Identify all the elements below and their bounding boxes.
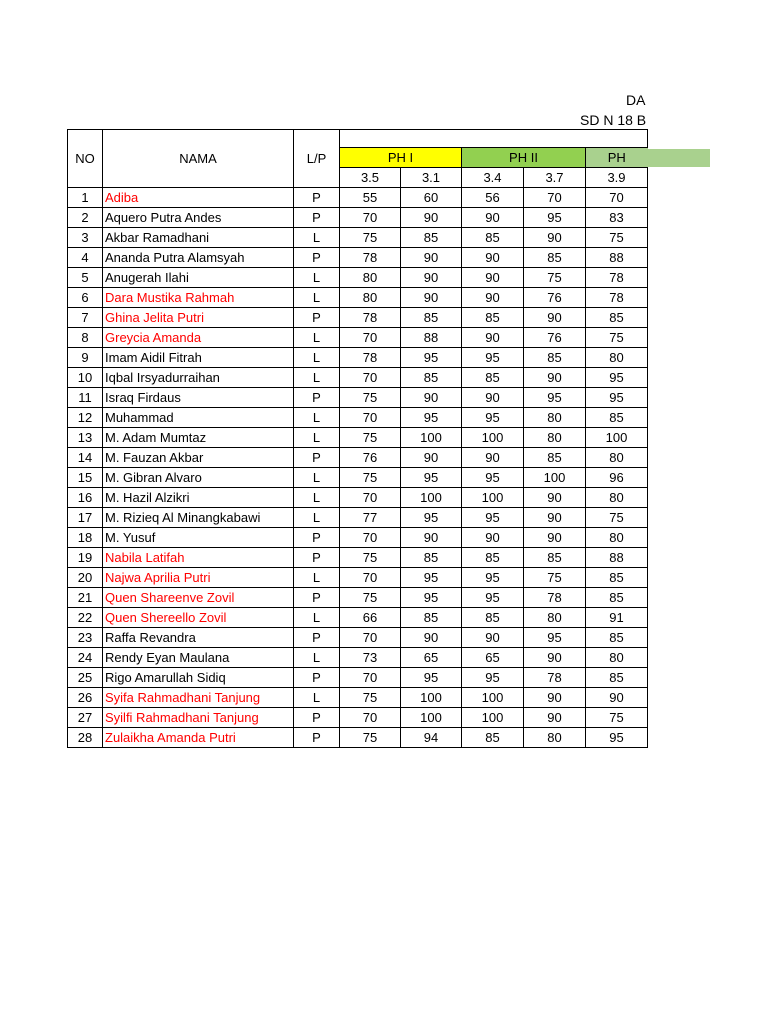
student-gender: P xyxy=(294,548,340,568)
table-row xyxy=(68,448,648,468)
table-row xyxy=(68,568,648,588)
student-name: Ananda Putra Alamsyah xyxy=(103,248,294,268)
score-cell: 95 xyxy=(462,508,524,528)
student-gender: L xyxy=(294,688,340,708)
row-no: 3 xyxy=(68,228,103,248)
score-cell: 75 xyxy=(524,568,586,588)
score-cell: 91 xyxy=(586,608,648,628)
table-row xyxy=(68,528,648,548)
score-cell: 90 xyxy=(401,248,462,268)
row-no: 13 xyxy=(68,428,103,448)
score-cell: 95 xyxy=(586,388,648,408)
table-row xyxy=(68,208,648,228)
table-row xyxy=(68,228,648,248)
score-cell: 95 xyxy=(401,468,462,488)
score-cell: 75 xyxy=(340,428,401,448)
score-cell: 80 xyxy=(524,728,586,748)
score-cell: 85 xyxy=(462,728,524,748)
score-cell: 70 xyxy=(340,328,401,348)
table-row xyxy=(68,608,648,628)
student-name: Rendy Eyan Maulana xyxy=(103,648,294,668)
score-cell: 95 xyxy=(401,568,462,588)
score-cell: 70 xyxy=(340,568,401,588)
student-name: M. Hazil Alzikri xyxy=(103,488,294,508)
student-name: Quen Shareenve Zovil xyxy=(103,588,294,608)
score-cell: 70 xyxy=(340,628,401,648)
table-row xyxy=(68,588,648,608)
score-cell: 75 xyxy=(586,708,648,728)
score-cell: 88 xyxy=(401,328,462,348)
student-name: Syifa Rahmadhani Tanjung xyxy=(103,688,294,708)
score-cell: 75 xyxy=(586,328,648,348)
score-cell: 78 xyxy=(524,668,586,688)
score-cell: 95 xyxy=(401,408,462,428)
sub-header: 3.5 xyxy=(340,168,401,188)
student-gender: L xyxy=(294,368,340,388)
table-row xyxy=(68,668,648,688)
score-cell: 85 xyxy=(586,408,648,428)
row-no: 18 xyxy=(68,528,103,548)
score-cell: 75 xyxy=(340,228,401,248)
row-no: 19 xyxy=(68,548,103,568)
score-cell: 90 xyxy=(524,488,586,508)
score-cell: 95 xyxy=(462,408,524,428)
student-name: M. Adam Mumtaz xyxy=(103,428,294,448)
student-gender: P xyxy=(294,668,340,688)
score-cell: 90 xyxy=(586,688,648,708)
row-no: 5 xyxy=(68,268,103,288)
table-row xyxy=(68,308,648,328)
row-no: 7 xyxy=(68,308,103,328)
score-cell: 85 xyxy=(401,608,462,628)
score-cell: 85 xyxy=(462,228,524,248)
score-cell: 94 xyxy=(401,728,462,748)
score-cell: 100 xyxy=(462,428,524,448)
student-name: Imam Aidil Fitrah xyxy=(103,348,294,368)
score-cell: 70 xyxy=(340,668,401,688)
score-cell: 78 xyxy=(340,248,401,268)
table-row xyxy=(68,468,648,488)
score-cell: 90 xyxy=(462,248,524,268)
score-cell: 90 xyxy=(524,688,586,708)
student-gender: P xyxy=(294,208,340,228)
score-cell: 80 xyxy=(586,348,648,368)
score-cell: 90 xyxy=(401,208,462,228)
score-cell: 70 xyxy=(340,368,401,388)
student-name: Najwa Aprilia Putri xyxy=(103,568,294,588)
score-cell: 70 xyxy=(340,408,401,428)
score-cell: 56 xyxy=(462,188,524,208)
student-name: Nabila Latifah xyxy=(103,548,294,568)
table-row xyxy=(68,508,648,528)
student-gender: P xyxy=(294,388,340,408)
student-name: Adiba xyxy=(103,188,294,208)
student-gender: L xyxy=(294,268,340,288)
score-cell: 70 xyxy=(340,488,401,508)
score-cell: 75 xyxy=(340,588,401,608)
row-no: 25 xyxy=(68,668,103,688)
row-no: 17 xyxy=(68,508,103,528)
student-gender: L xyxy=(294,328,340,348)
table-row xyxy=(68,368,648,388)
score-cell: 80 xyxy=(586,528,648,548)
score-cell: 78 xyxy=(586,288,648,308)
student-name: M. Gibran Alvaro xyxy=(103,468,294,488)
table-row xyxy=(68,488,648,508)
score-cell: 90 xyxy=(462,628,524,648)
table-row xyxy=(68,388,648,408)
score-cell: 90 xyxy=(524,368,586,388)
score-cell: 80 xyxy=(524,428,586,448)
row-no: 21 xyxy=(68,588,103,608)
student-gender: P xyxy=(294,188,340,208)
score-cell: 75 xyxy=(524,268,586,288)
score-cell: 70 xyxy=(340,708,401,728)
score-cell: 95 xyxy=(524,388,586,408)
student-gender: L xyxy=(294,348,340,368)
score-cell: 100 xyxy=(401,708,462,728)
table-body xyxy=(68,188,648,748)
score-cell: 83 xyxy=(586,208,648,228)
table-row xyxy=(68,428,648,448)
score-cell: 95 xyxy=(586,368,648,388)
student-name: Ghina Jelita Putri xyxy=(103,308,294,328)
table-row xyxy=(68,248,648,268)
table-row xyxy=(68,628,648,648)
score-cell: 70 xyxy=(340,528,401,548)
score-cell: 76 xyxy=(524,328,586,348)
score-cell: 77 xyxy=(340,508,401,528)
score-cell: 90 xyxy=(524,648,586,668)
score-cell: 80 xyxy=(586,648,648,668)
score-cell: 100 xyxy=(401,428,462,448)
header-no: NO xyxy=(68,130,103,188)
score-cell: 95 xyxy=(462,668,524,688)
score-cell: 85 xyxy=(462,548,524,568)
student-gender: L xyxy=(294,648,340,668)
score-cell: 85 xyxy=(524,248,586,268)
score-cell: 88 xyxy=(586,548,648,568)
student-gender: L xyxy=(294,408,340,428)
doc-title-line1: DA xyxy=(626,92,646,108)
score-cell: 85 xyxy=(586,308,648,328)
score-cell: 90 xyxy=(524,228,586,248)
score-cell: 66 xyxy=(340,608,401,628)
student-name: M. Fauzan Akbar xyxy=(103,448,294,468)
score-cell: 90 xyxy=(524,528,586,548)
student-gender: P xyxy=(294,528,340,548)
student-gender: P xyxy=(294,628,340,648)
student-gender: L xyxy=(294,428,340,448)
student-gender: L xyxy=(294,608,340,628)
header-ph2: PH II xyxy=(462,148,586,168)
table-row xyxy=(68,268,648,288)
row-no: 2 xyxy=(68,208,103,228)
row-no: 20 xyxy=(68,568,103,588)
row-no: 9 xyxy=(68,348,103,368)
score-cell: 80 xyxy=(340,268,401,288)
score-cell: 76 xyxy=(340,448,401,468)
score-cell: 85 xyxy=(586,628,648,648)
doc-title-line2: SD N 18 B xyxy=(580,112,647,128)
score-cell: 90 xyxy=(401,388,462,408)
score-cell: 65 xyxy=(401,648,462,668)
student-name: Syilfi Rahmadhani Tanjung xyxy=(103,708,294,728)
score-cell: 90 xyxy=(524,508,586,528)
score-cell: 100 xyxy=(462,688,524,708)
student-gender: P xyxy=(294,708,340,728)
score-cell: 90 xyxy=(524,308,586,328)
score-cell: 100 xyxy=(586,428,648,448)
header-ph3: PH xyxy=(586,148,648,168)
row-no: 28 xyxy=(68,728,103,748)
student-name: Rigo Amarullah Sidiq xyxy=(103,668,294,688)
score-cell: 95 xyxy=(586,728,648,748)
table-row xyxy=(68,288,648,308)
table-row xyxy=(68,188,648,208)
score-cell: 95 xyxy=(462,588,524,608)
student-name: Greycia Amanda xyxy=(103,328,294,348)
score-cell: 100 xyxy=(462,488,524,508)
table-row xyxy=(68,728,648,748)
score-cell: 100 xyxy=(524,468,586,488)
score-cell: 70 xyxy=(524,188,586,208)
score-cell: 90 xyxy=(462,288,524,308)
score-cell: 90 xyxy=(462,448,524,468)
score-cell: 90 xyxy=(401,528,462,548)
score-cell: 90 xyxy=(462,208,524,228)
table-row xyxy=(68,648,648,668)
score-cell: 90 xyxy=(462,388,524,408)
table-row xyxy=(68,708,648,728)
score-cell: 90 xyxy=(401,288,462,308)
score-cell: 96 xyxy=(586,468,648,488)
score-cell: 85 xyxy=(401,308,462,328)
table-row xyxy=(68,688,648,708)
score-cell: 80 xyxy=(524,408,586,428)
score-cell: 85 xyxy=(401,548,462,568)
student-name: Zulaikha Amanda Putri xyxy=(103,728,294,748)
score-cell: 65 xyxy=(462,648,524,668)
score-cell: 100 xyxy=(401,488,462,508)
student-name: Muhammad xyxy=(103,408,294,428)
score-cell: 85 xyxy=(401,368,462,388)
score-cell: 95 xyxy=(401,348,462,368)
score-cell: 95 xyxy=(401,508,462,528)
row-no: 11 xyxy=(68,388,103,408)
row-no: 12 xyxy=(68,408,103,428)
score-cell: 90 xyxy=(462,268,524,288)
score-cell: 85 xyxy=(586,668,648,688)
score-cell: 95 xyxy=(401,668,462,688)
score-cell: 85 xyxy=(524,348,586,368)
score-cell: 70 xyxy=(340,208,401,228)
row-no: 10 xyxy=(68,368,103,388)
score-cell: 80 xyxy=(586,448,648,468)
student-gender: L xyxy=(294,468,340,488)
score-cell: 85 xyxy=(401,228,462,248)
student-name: Quen Shereello Zovil xyxy=(103,608,294,628)
score-cell: 73 xyxy=(340,648,401,668)
student-gender: L xyxy=(294,568,340,588)
student-name: Israq Firdaus xyxy=(103,388,294,408)
score-cell: 75 xyxy=(340,728,401,748)
sub-header: 3.4 xyxy=(462,168,524,188)
table-row xyxy=(68,548,648,568)
header-blank xyxy=(340,130,648,148)
student-gender: L xyxy=(294,488,340,508)
score-cell: 85 xyxy=(462,608,524,628)
row-no: 6 xyxy=(68,288,103,308)
student-name: Iqbal Irsyadurraihan xyxy=(103,368,294,388)
header-ph1: PH I xyxy=(340,148,462,168)
header-lp: L/P xyxy=(294,130,340,188)
score-cell: 75 xyxy=(340,468,401,488)
student-gender: L xyxy=(294,508,340,528)
row-no: 22 xyxy=(68,608,103,628)
score-cell: 80 xyxy=(524,608,586,628)
score-cell: 75 xyxy=(586,508,648,528)
row-no: 1 xyxy=(68,188,103,208)
row-no: 15 xyxy=(68,468,103,488)
score-cell: 78 xyxy=(340,308,401,328)
score-cell: 90 xyxy=(524,708,586,728)
score-cell: 95 xyxy=(524,628,586,648)
grades-table xyxy=(67,129,648,748)
student-name: M. Rizieq Al Minangkabawi xyxy=(103,508,294,528)
score-cell: 55 xyxy=(340,188,401,208)
score-cell: 85 xyxy=(586,588,648,608)
row-no: 24 xyxy=(68,648,103,668)
student-name: Aquero Putra Andes xyxy=(103,208,294,228)
student-gender: L xyxy=(294,228,340,248)
score-cell: 85 xyxy=(524,448,586,468)
table-row xyxy=(68,408,648,428)
sub-header: 3.7 xyxy=(524,168,586,188)
student-gender: P xyxy=(294,448,340,468)
score-cell: 90 xyxy=(462,528,524,548)
score-cell: 85 xyxy=(586,568,648,588)
table-row xyxy=(68,348,648,368)
student-name: M. Yusuf xyxy=(103,528,294,548)
score-cell: 85 xyxy=(462,368,524,388)
student-gender: P xyxy=(294,728,340,748)
score-cell: 95 xyxy=(462,468,524,488)
score-cell: 75 xyxy=(586,228,648,248)
score-cell: 95 xyxy=(401,588,462,608)
header-nama: NAMA xyxy=(103,130,294,188)
score-cell: 95 xyxy=(462,568,524,588)
score-cell: 85 xyxy=(462,308,524,328)
student-gender: L xyxy=(294,288,340,308)
row-no: 4 xyxy=(68,248,103,268)
score-cell: 88 xyxy=(586,248,648,268)
score-cell: 90 xyxy=(462,328,524,348)
score-cell: 95 xyxy=(524,208,586,228)
score-cell: 100 xyxy=(401,688,462,708)
ph3-header-fill xyxy=(648,149,710,167)
row-no: 16 xyxy=(68,488,103,508)
table-row xyxy=(68,328,648,348)
score-cell: 80 xyxy=(340,288,401,308)
row-no: 27 xyxy=(68,708,103,728)
row-no: 26 xyxy=(68,688,103,708)
score-cell: 75 xyxy=(340,688,401,708)
score-cell: 78 xyxy=(586,268,648,288)
sub-header: 3.9 xyxy=(586,168,648,188)
row-no: 23 xyxy=(68,628,103,648)
score-cell: 80 xyxy=(586,488,648,508)
score-cell: 76 xyxy=(524,288,586,308)
sub-header: 3.1 xyxy=(401,168,462,188)
student-name: Raffa Revandra xyxy=(103,628,294,648)
score-cell: 60 xyxy=(401,188,462,208)
score-cell: 70 xyxy=(586,188,648,208)
student-name: Anugerah Ilahi xyxy=(103,268,294,288)
score-cell: 90 xyxy=(401,268,462,288)
row-no: 14 xyxy=(68,448,103,468)
score-cell: 78 xyxy=(340,348,401,368)
score-cell: 85 xyxy=(524,548,586,568)
score-cell: 75 xyxy=(340,548,401,568)
student-name: Dara Mustika Rahmah xyxy=(103,288,294,308)
student-gender: P xyxy=(294,248,340,268)
score-cell: 100 xyxy=(462,708,524,728)
student-name: Akbar Ramadhani xyxy=(103,228,294,248)
score-cell: 95 xyxy=(462,348,524,368)
row-no: 8 xyxy=(68,328,103,348)
student-gender: P xyxy=(294,588,340,608)
student-gender: P xyxy=(294,308,340,328)
score-cell: 90 xyxy=(401,628,462,648)
score-cell: 75 xyxy=(340,388,401,408)
score-cell: 90 xyxy=(401,448,462,468)
score-cell: 78 xyxy=(524,588,586,608)
